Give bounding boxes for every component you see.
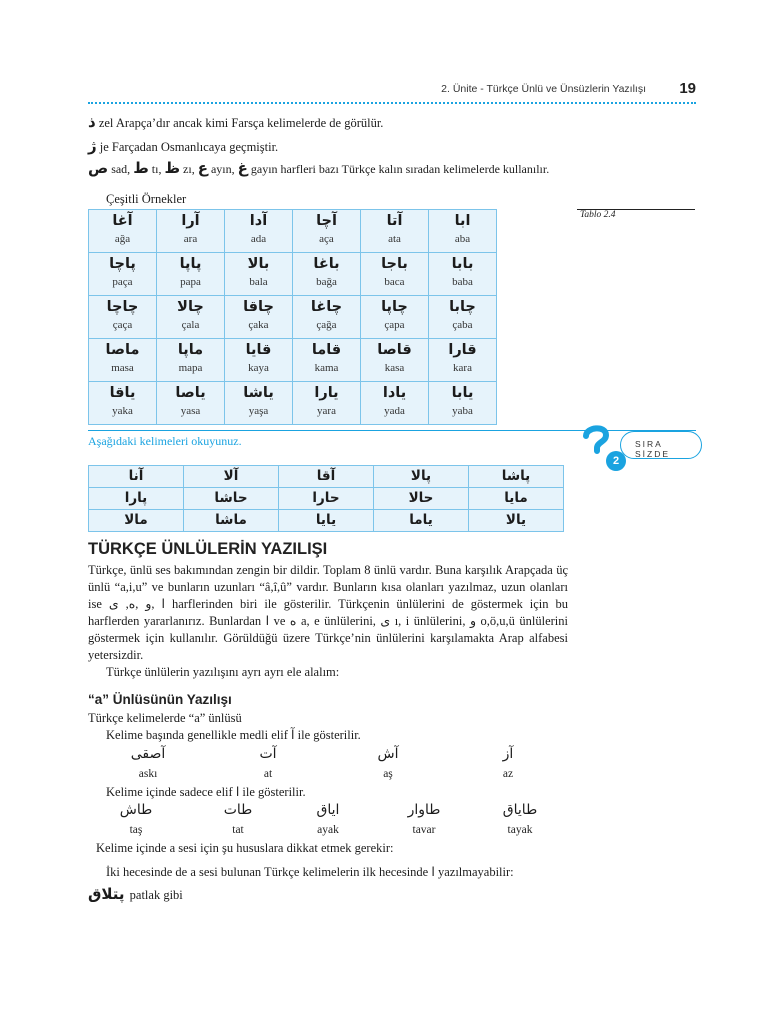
example-cell (157, 296, 225, 339)
latin-word: baba (452, 276, 473, 288)
example-cell (89, 296, 157, 339)
arabic-letter: ع (197, 159, 208, 177)
subsection-line: Kelime içinde a sesi için şu hususlara dikkat etmek gerekir: (96, 841, 394, 855)
arabic-word: پاپا (179, 256, 202, 272)
reading-row (89, 488, 564, 510)
example-cell (89, 382, 157, 425)
latin-word: ata (388, 233, 401, 245)
sira-sizde-badge (620, 431, 702, 459)
arabic-word: آچا (316, 213, 337, 229)
latin-word: mapa (178, 362, 203, 374)
latin-word: papa (180, 276, 201, 288)
latin-word: çapa (384, 319, 405, 331)
reading-cell: پالا (374, 466, 469, 488)
arabic-word: آت (259, 746, 277, 762)
latin-word: askı (138, 768, 158, 780)
examples-row (89, 296, 497, 339)
example-cell (225, 296, 293, 339)
arabic-word: پتلاق (88, 885, 125, 903)
latin-word: taş (129, 824, 143, 836)
latin-word: yaşa (248, 405, 269, 417)
latin-word: yada (384, 405, 405, 417)
latin-word: tavar (412, 824, 436, 836)
intro-text: ayın, (210, 162, 235, 176)
arabic-word: آصقى (130, 746, 166, 762)
latin-word: kaya (248, 362, 269, 374)
latin-word: çaka (248, 319, 269, 331)
example-cell (429, 296, 497, 339)
example-cell (429, 382, 497, 425)
intro-text: sad, (111, 162, 131, 176)
example-cell (361, 382, 429, 425)
latin-word: aba (454, 233, 471, 245)
example-cell (157, 253, 225, 296)
arabic-word: قاما (311, 342, 342, 358)
latin-word: at (263, 768, 273, 780)
example-cell (429, 339, 497, 382)
latin-word: aça (319, 233, 334, 245)
reading-cell: ياما (374, 510, 469, 532)
example-cell (361, 296, 429, 339)
word-item (468, 746, 548, 780)
reading-cell: پارا (89, 488, 184, 510)
arabic-word: چاقا (243, 299, 274, 315)
section-paragraph: Türkçe ünlülerin yazılışını ayrı ayrı ele alalım: (106, 665, 340, 679)
latin-word: çağa (316, 319, 337, 331)
sira-sizde-number: 2 (606, 451, 626, 471)
example-cell (225, 210, 293, 253)
arabic-word: ماصا (105, 342, 140, 358)
latin-word: ayak (317, 824, 339, 836)
arabic-word: يابا (451, 385, 474, 401)
table-label: Tablo 2.4 (580, 210, 616, 220)
reading-cell: پاشا (469, 466, 564, 488)
latin-word: paça (112, 276, 133, 288)
arabic-word: قايا (245, 342, 272, 358)
arabic-word: طاياق (502, 802, 538, 818)
sira-sizde-label: SIRA SİZDE (635, 439, 671, 459)
example-cell (361, 210, 429, 253)
word-item (228, 746, 308, 780)
arabic-word: ابا (454, 213, 471, 229)
reading-cell: يالا (469, 510, 564, 532)
reading-row (89, 466, 564, 488)
word-item (108, 746, 188, 780)
example-cell (429, 210, 497, 253)
example-cell (225, 382, 293, 425)
arabic-word: يادا (382, 385, 407, 401)
example-cell (89, 210, 157, 253)
section-title: TÜRKÇE ÜNLÜLERİN YAZILIŞI (88, 540, 328, 558)
latin-word: patlak gibi (129, 888, 183, 902)
latin-word: çaça (112, 319, 133, 331)
section-body (88, 562, 568, 681)
arabic-word: آرا (181, 213, 200, 229)
examples-caption: Çeşitli Örnekler (106, 192, 187, 206)
reading-cell: حالا (374, 488, 469, 510)
subsection-line: Kelime başında genellikle medli elif آ ile gösterilir. (106, 728, 361, 742)
latin-word: bağa (316, 276, 337, 288)
arabic-word: چابا (449, 299, 476, 315)
example-cell (293, 296, 361, 339)
example-cell (225, 339, 293, 382)
arabic-letter: غ (237, 159, 248, 177)
example-cell (225, 253, 293, 296)
latin-word: yaba (452, 405, 473, 417)
arabic-word: يارا (314, 385, 339, 401)
word-item (348, 746, 428, 780)
section-paragraph: Türkçe, ünlü ses bakımından zengin bir dildir. Toplam 8 ünlü vardır. Buna karşılık Arapçada üç ünlü “a,i,u” ve bunların uzunları “â,î,û” vardır. Bunların kısa olanları yazılmaz, uzun olanları ise ا ,و ,ه, ى harflerinden biri ile gösterilir. Türkçenin ünlülerini de göstermek için bu harflerden yararlanırız. Bunlardan ا ve ه a, e ünlülerini, ى ı, i ünlülerini, و o,ö,u,ü ünlülerini göstermek için kullanılır. Görüldüğü üzere Türkçe’nin ünlülerini karşılamakta Arap alfabesi yetersizdir. (88, 563, 568, 662)
arabic-word: ياشا (243, 385, 274, 401)
arabic-word: طاوار (407, 802, 441, 818)
intro-text: je Farçadan Osmanlıcaya geçmiştir. (99, 140, 279, 154)
intro-line-letters (88, 160, 549, 177)
latin-word: yaka (112, 405, 133, 417)
example-cell (293, 339, 361, 382)
example-cell (157, 382, 225, 425)
latin-word: ara (183, 233, 198, 245)
intro-text: zel Arapça’dır ancak kimi Farsça kelimelerde de görülür. (98, 116, 384, 130)
examples-row (89, 210, 497, 253)
arabic-word: بابا (451, 256, 474, 272)
intro-line-zel (88, 114, 383, 131)
reading-cell: مايا (469, 488, 564, 510)
subsection-line: Türkçe kelimelerde “a” ünlüsü (88, 711, 242, 725)
arabic-word: آتا (386, 213, 403, 229)
arabic-letter: ژ (88, 137, 97, 155)
subsection-line: Kelime içinde sadece elif ا ile gösterilir. (106, 785, 306, 799)
subsection-line: İki hecesinde de a sesi bulunan Türkçe kelimelerin ilk hecesinde ا yazılmayabilir: (106, 865, 514, 879)
reading-cell: آقا (279, 466, 374, 488)
arabic-word: ياصا (175, 385, 206, 401)
latin-word: tayak (507, 824, 533, 836)
examples-row (89, 382, 497, 425)
reading-cell: حاشا (184, 488, 279, 510)
arabic-letter: ذ (88, 113, 96, 131)
arabic-letter: ص (88, 159, 109, 177)
reading-row (89, 510, 564, 532)
word-item (384, 802, 464, 836)
arabic-word: بالا (247, 256, 270, 272)
running-head (0, 80, 768, 100)
arabic-word: ماپا (177, 342, 204, 358)
arabic-word: پاچا (109, 256, 136, 272)
latin-word: çala (181, 319, 200, 331)
intro-text: gayın harfleri bazı Türkçe kalın sıradan kelimelerde kullanılır. (250, 162, 550, 176)
arabic-word: چاپا (381, 299, 408, 315)
arabic-word: اياق (316, 802, 340, 818)
subsection-title: “a” Ünlüsünün Yazılışı (88, 692, 232, 707)
arabic-word: چالا (177, 299, 204, 315)
latin-word: aş (383, 768, 393, 780)
latin-word: kasa (384, 362, 405, 374)
latin-word: yara (317, 405, 336, 417)
chapter-title: 2. Ünite - Türkçe Ünlü ve Ünsüzlerin Yazılışı (441, 83, 646, 95)
dotted-divider (88, 102, 696, 104)
arabic-word: طاش (119, 802, 153, 818)
word-item (480, 802, 560, 836)
example-cell (361, 253, 429, 296)
latin-word: kara (453, 362, 472, 374)
intro-text: tı, (151, 162, 162, 176)
arabic-word: ياقا (109, 385, 136, 401)
arabic-word: باجا (381, 256, 408, 272)
reading-cell: ماشا (184, 510, 279, 532)
example-cell (361, 339, 429, 382)
latin-word: ağa (114, 233, 131, 245)
arabic-word: آش (377, 746, 399, 762)
example-cell (429, 253, 497, 296)
example-cell (293, 253, 361, 296)
reading-cell: آلا (184, 466, 279, 488)
latin-word: masa (111, 362, 134, 374)
example-cell (89, 253, 157, 296)
arabic-word: قاصا (377, 342, 412, 358)
latin-word: kama (314, 362, 339, 374)
arabic-letter: ظ (164, 159, 181, 177)
arabic-word: آز (502, 746, 514, 762)
arabic-letter: ط (133, 159, 149, 177)
arabic-word: آدا (249, 213, 268, 229)
example-patlak (88, 884, 183, 903)
arabic-word: قارا (448, 342, 477, 358)
latin-word: baca (384, 276, 405, 288)
latin-word: çaba (452, 319, 473, 331)
arabic-word: باغا (313, 256, 340, 272)
latin-word: bala (249, 276, 268, 288)
latin-word: az (502, 768, 514, 780)
reading-cell: آنا (89, 466, 184, 488)
arabic-word: طات (223, 802, 253, 818)
reading-cell: مالا (89, 510, 184, 532)
arabic-word: چاچا (106, 299, 139, 315)
word-item (198, 802, 278, 836)
example-cell (157, 339, 225, 382)
page-number: 19 (679, 80, 696, 97)
arabic-word: چاغا (310, 299, 343, 315)
reading-cell: حارا (279, 488, 374, 510)
arabic-word: آغا (112, 213, 133, 229)
latin-word: yasa (180, 405, 201, 417)
examples-table (88, 209, 497, 425)
intro-text: zı, (183, 162, 195, 176)
examples-row (89, 253, 497, 296)
example-cell (89, 339, 157, 382)
word-item (96, 802, 176, 836)
example-cell (293, 210, 361, 253)
reading-cell: يايا (279, 510, 374, 532)
word-item (288, 802, 368, 836)
latin-word: tat (232, 824, 244, 836)
latin-word: ada (250, 233, 267, 245)
example-cell (157, 210, 225, 253)
sira-sizde-instruction: Aşağıdaki kelimeleri okuyunuz. (88, 434, 242, 448)
reading-table (88, 465, 564, 532)
example-cell (293, 382, 361, 425)
intro-line-je (88, 138, 278, 155)
examples-row (89, 339, 497, 382)
